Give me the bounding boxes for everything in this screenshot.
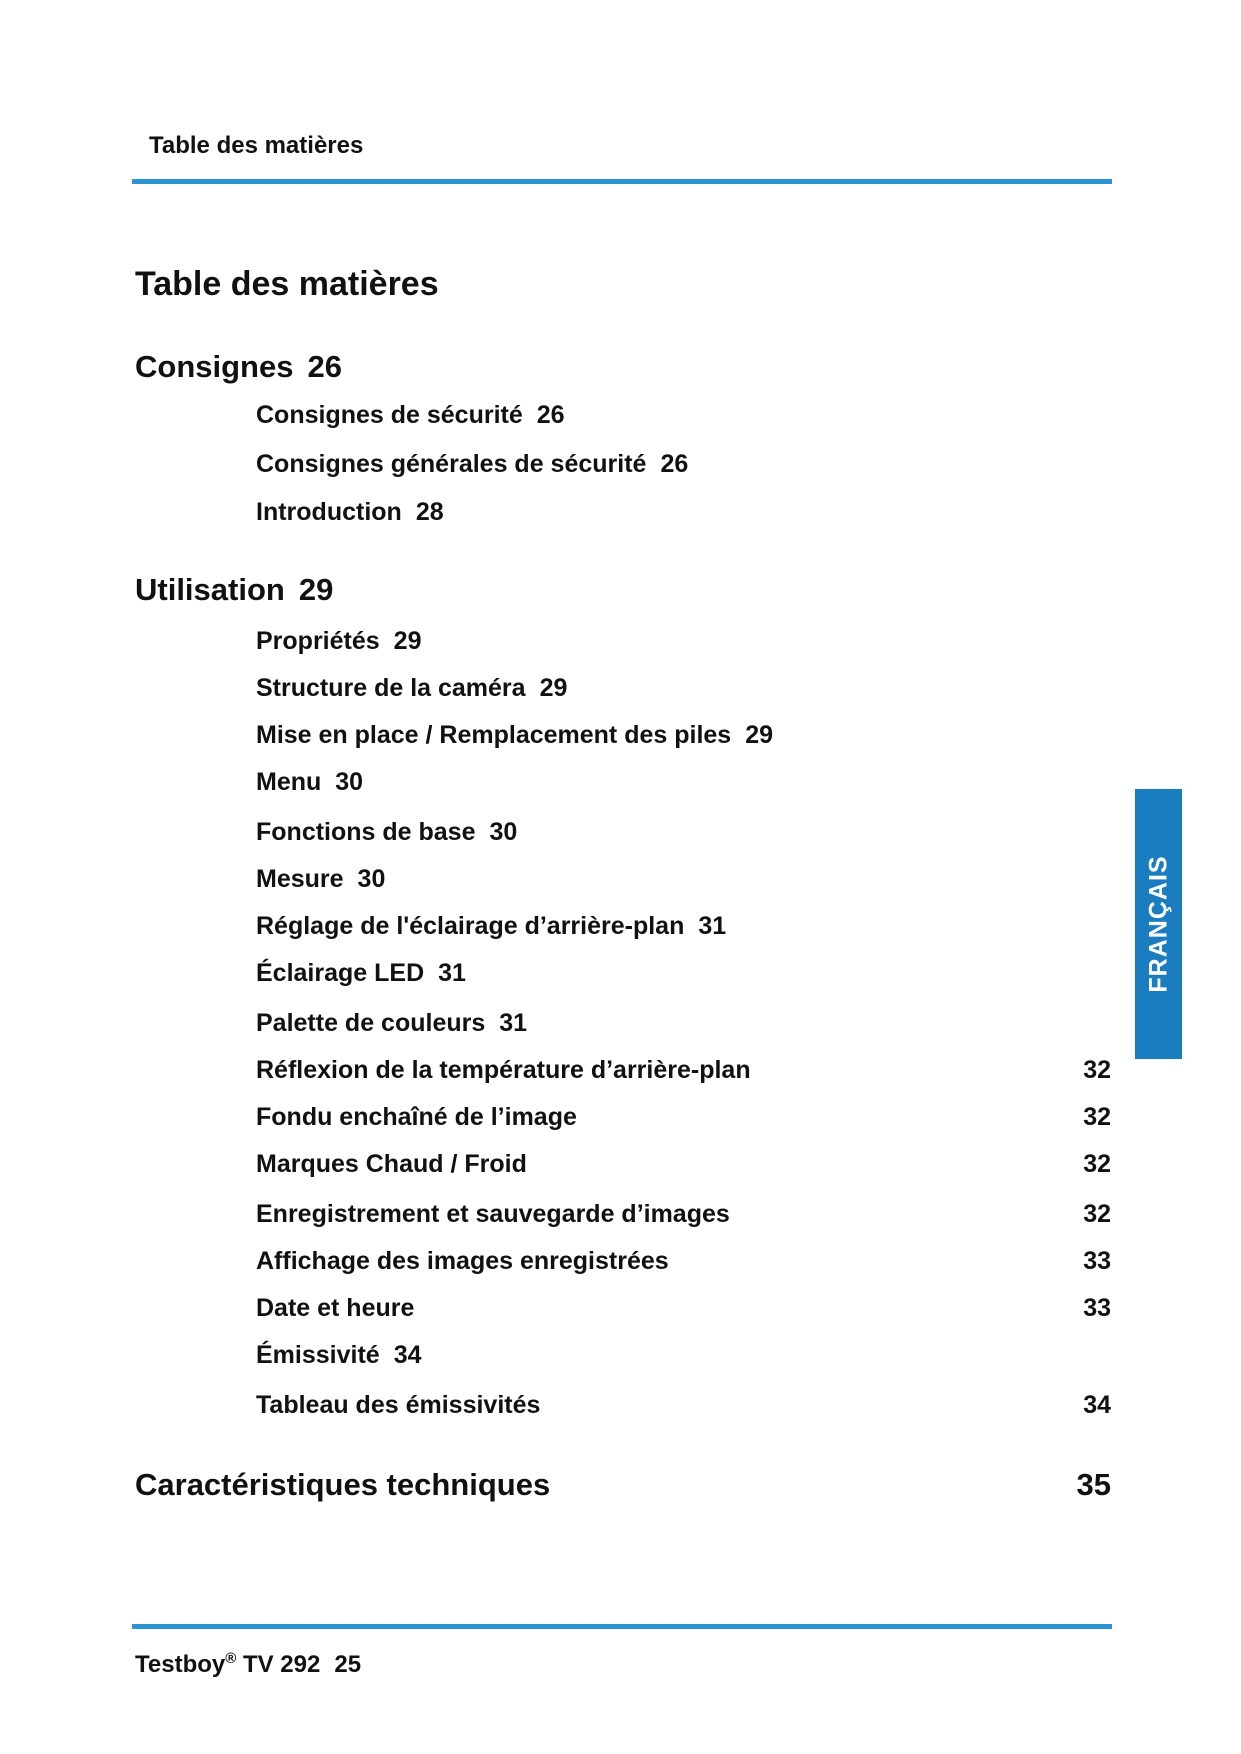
toc-entry[interactable]: [256, 1009, 527, 1038]
entry-label: Réflexion de la température d’arrière-plan: [256, 1056, 751, 1084]
section-page: 35: [1076, 1467, 1111, 1502]
entry-label: Mesure: [256, 865, 344, 893]
entry-page: 34: [1083, 1391, 1111, 1419]
entry-label: Palette de couleurs: [256, 1009, 486, 1037]
entry-label: Affichage des images enregistrées: [256, 1247, 669, 1275]
entry-label: Enregistrement et sauvegarde d’images: [256, 1200, 730, 1228]
entry-page: 30: [357, 865, 386, 893]
entry-page: 31: [438, 959, 466, 987]
entry-label: Propriétés: [256, 627, 380, 655]
toc-entry[interactable]: [256, 1056, 751, 1085]
entry-label: Éclairage LED: [256, 959, 425, 987]
footer-brand: Testboy: [135, 1651, 226, 1678]
entry-label: Consignes de sécurité: [256, 401, 523, 429]
entry-page: 33: [1083, 1247, 1111, 1275]
footer-page-number: 25: [334, 1651, 362, 1678]
toc-entry[interactable]: [256, 768, 363, 797]
section-title: Caractéristiques techniques: [135, 1467, 551, 1502]
entry-page: 31: [499, 1009, 528, 1037]
language-side-tab: [1135, 789, 1182, 1059]
entry-page: 33: [1083, 1294, 1111, 1322]
entry-label: Consignes générales de sécurité: [256, 450, 647, 478]
entry-page: 30: [489, 818, 518, 846]
entry-label: Réglage de l'éclairage d’arrière-plan: [256, 912, 685, 940]
entry-label: Mise en place / Remplacement des piles: [256, 721, 732, 749]
entry-page: 32: [1083, 1150, 1111, 1178]
entry-page: 26: [660, 450, 689, 478]
page-title: Table des matières: [135, 265, 439, 303]
entry-label: Émissivité: [256, 1341, 380, 1369]
toc-entry[interactable]: [256, 959, 466, 988]
footer-rule: [132, 1624, 1112, 1629]
entry-page: 32: [1083, 1200, 1111, 1228]
entry-page: 29: [393, 627, 422, 655]
entry-label: Fondu enchaîné de l’image: [256, 1103, 577, 1131]
entry-label: Fonctions de base: [256, 818, 476, 846]
toc-entry[interactable]: [256, 498, 444, 527]
toc-entry[interactable]: [256, 1103, 577, 1132]
toc-entry[interactable]: [256, 1341, 422, 1370]
toc-entry[interactable]: [256, 865, 385, 894]
toc-section-consignes[interactable]: [135, 349, 342, 385]
entry-label: Introduction: [256, 498, 402, 526]
entry-label: Structure de la caméra: [256, 674, 526, 702]
toc-entry[interactable]: [256, 721, 773, 750]
toc-entry[interactable]: [256, 1200, 730, 1229]
toc-section-utilisation[interactable]: [135, 572, 333, 608]
page-footer: [135, 1650, 361, 1679]
toc-entry[interactable]: [256, 1294, 414, 1323]
entry-label: Menu: [256, 768, 322, 796]
entry-page: 30: [335, 768, 364, 796]
toc-entry[interactable]: [256, 818, 517, 847]
toc-entry[interactable]: [256, 912, 726, 941]
section-page: 29: [298, 572, 334, 607]
entry-label: Marques Chaud / Froid: [256, 1150, 527, 1178]
toc-section-caracteristiques[interactable]: [135, 1467, 550, 1503]
entry-page: 32: [1083, 1103, 1111, 1131]
toc-entry[interactable]: [256, 627, 421, 656]
section-page: 26: [307, 349, 342, 384]
toc-entry[interactable]: [256, 1150, 527, 1179]
entry-page: 29: [745, 721, 774, 749]
toc-entry[interactable]: [256, 674, 567, 703]
running-header: Table des matières: [149, 132, 364, 159]
entry-label: Tableau des émissivités: [256, 1391, 541, 1419]
entry-page: 26: [536, 401, 565, 429]
entry-label: Date et heure: [256, 1294, 415, 1322]
section-title: Utilisation: [135, 572, 285, 607]
entry-page: 31: [698, 912, 727, 940]
toc-entry[interactable]: [256, 401, 565, 430]
header-rule: [132, 179, 1112, 184]
toc-entry[interactable]: [256, 1391, 540, 1420]
registered-mark: ®: [225, 1650, 237, 1667]
entry-page: 29: [539, 674, 568, 702]
toc-entry[interactable]: [256, 450, 688, 479]
footer-model: TV 292: [242, 1651, 321, 1678]
language-label: FRANÇAIS: [1144, 855, 1172, 993]
toc-entry[interactable]: [256, 1247, 669, 1276]
section-title: Consignes: [135, 349, 294, 384]
entry-page: 34: [393, 1341, 422, 1369]
entry-page: 28: [415, 498, 444, 526]
entry-page: 32: [1083, 1056, 1111, 1084]
